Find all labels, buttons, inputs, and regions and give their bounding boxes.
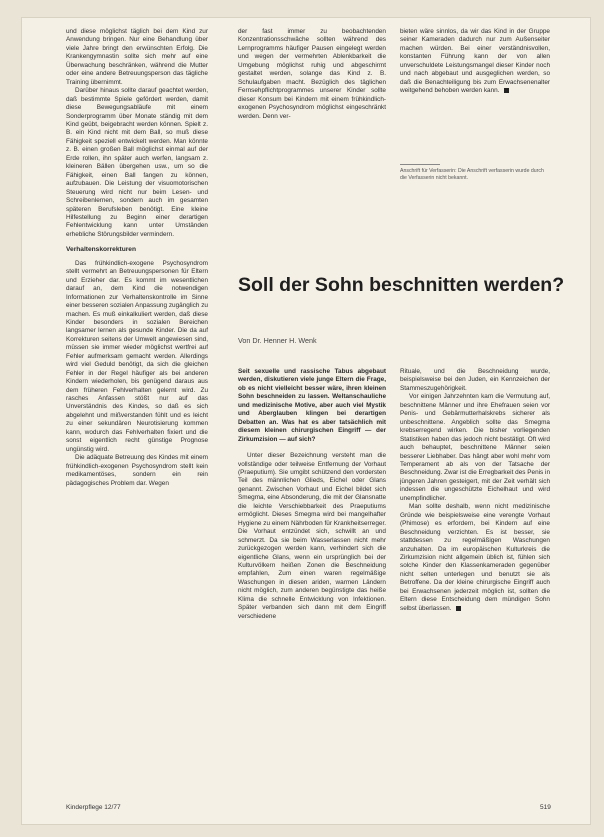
paragraph: der fast immer zu beobachtenden Konzentrationsschwäche sollten während des Lernprogramms häufiger Pausen eingelegt werden und wegen der vermehrten Ablenkbarkeit die Umgebung möglichst ruhig und abgeschirmt gestaltet werden, solange das Kind z. B. Schulaufgaben macht. Bezüglich des täglichen Fernsehpflichtprogrammes unserer Kinder sollte dieser Konsum bei Kindern mit einem frühkindlich-exogenen Psychosyndrom möglichst eingeschränkt werden. Denn ver- <box>238 28 386 120</box>
footnote-rule <box>400 164 440 165</box>
column-left <box>66 28 208 798</box>
magazine-page <box>22 18 590 824</box>
footnote: Anschrift für Verfasserin: Die Anschrift verfasserin wurde durch die Verfasserin nicht bekannt. <box>400 168 544 181</box>
paragraph: Das frühkindlich-exogene Psychosyndrom stellt vermehrt an Betreuungspersonen für Eltern und Erzieher dar. Es kommt im wesentlichen darauf an, dem Kind die notwendigen Informationen zur Verhaltenskontrolle im Sinne einer besseren sozialen Anpassung zugänglich zu machen. Es muß einkalkuliert werden, daß diese Kinder besonders in sozialen Bereichen langsamer lernen als gesunde Kinder. Die da auf Korrekturen seitens der Umwelt angewiesen sind, müssen sie immer wieder möglichst wertfrei auf Fehler aufmerksam gemacht werden. Allerdings wird viel Geduld benötigt, da sich die gleichen Fehler in der Regel häufiger als bei anderen Kindern wiederholen, bis genügend daraus aus dem früheren Fehlverhalten gelernt wird. Zu rasches Anfassen stößt nur auf das Unverständnis des Kindes, so daß es sich abgelehnt und mißverstanden fühlt und es leicht zu einer sekundären Neurotisierung kommen kann, wodurch das Fehlverhalten fixiert und die sonst eigentlich recht günstige Prognose ungünstig wird. <box>66 259 208 453</box>
paragraph: Rituale, und die Beschneidung wurde, beispielsweise bei den Juden, ein Kennzeichen der Stammeszugehörigkeit. <box>400 368 550 392</box>
article-lead: Seit sexuelle und rassische Tabus abgebaut werden, diskutieren viele junge Eltern die Frage, ob es nicht vielleicht besser wäre, ihren kleinen Sohn beschneiden zu lassen. Weltanschauliche und medizinische Motive, aber auch viel Mystik und Aberglauben klingen bei derartigen Debatten an. Was hat es aber tatsächlich mit diesem kleinen chirurgischen Eingriff — der Zirkumzision — auf sich? <box>238 368 386 443</box>
paragraph: Die adäquate Betreuung des Kindes mit einem frühkindlich-exogenen Psychosyndrom stellt kein medikamentöses, sondern ein rein pädagogisches Problem dar. Wegen <box>66 454 208 487</box>
paragraph <box>400 503 550 613</box>
paragraph-text: Man sollte deshalb, wenn nicht medizinische Gründe wie beispielsweise eine verengte Vorhaut (Phimose) es erfordern, bei Kindern auf eine Beschneidung verzichten. Es ist besser, sie stattdessen zu regelmäßigen Waschungen anzuhalten. Da im europäischen Kulturkreis die Zirkumzision nicht allgemein üblich ist, fühlen sich solche Kinder den Klassenkameraden gegenüber nicht selten unterlegen und benutzt sie als Betroffene. Da der kleine chirurgische Eingriff auch bei Erwachsenen jederzeit möglich ist, sollten die Eltern diese Entscheidung dem mündigen Sohn selbst überlassen. <box>400 503 550 612</box>
column-right-bottom <box>400 368 550 800</box>
page-number: 519 <box>540 804 551 811</box>
paragraph: Darüber hinaus sollte darauf geachtet werden, daß bestimmte Spiele gefördert werden, damit diese Bewegungsabläufe mit einem Sonderprogramm über Monate ständig mit dem Kind geübt, beigebracht werden können. Spielt z. B. ein Kind nicht mit dem Ball, so muß diese Fähigkeit speziell entwickelt werden. Man könnte z. B. einen großen Ball möglichst einmal auf der Erde rollen, ihn später auch werfen, langsam z. kleineren Bällen übergehen usw., um so die Fähigkeit, einen Ball fangen zu können, aufzubauen. Die Leistung der visuomotorischen Steuerung wird nicht nur beim Lesen- und Schreibenlernen, sondern auch im gesamten späteren Berufsleben benötigt. Eine kleine Hilfestellung zu Beginn einer derartigen Fehlentwicklung kann unter Umständen erhebliche Störungsbilder vermindern. <box>66 87 208 238</box>
paragraph: Unter dieser Bezeichnung versteht man die vollständige oder teilweise Entfernung der Vorhaut (Praeputium). Sie umgibt schützend den vordersten Teil des männlichen Glieds, Eichel oder Glans genannt. Zwischen Vorhaut und Eichel bildet sich Smegma, eine Absonderung, die mit der Glansnatte die leichte Verschiebbarkeit des Praeputiums ermöglicht. Dieses Smegma wird bei mangelhafter Hygiene zu einem Nährboden für Krankheitserreger. Die Vorhaut entzündet sich, schwillt an und schmerzt. Da sie beim Wasserlassen nicht mehr zurückgezogen werden kann, verhindert sich die eigentliche Glans, wenn ein ursprünglich bei der Kulturvölkern heißen Zonen die Beschneidung empfahlen, Zum einen waren regelmäßige Waschungen in diesen ariden, warmen Ländern nicht möglich, zum anderen begünstigte das heiße Klima die schnelle Entwicklung von Infektionen. Später verbanden sich dann mit dem Eingriff verschiedene <box>238 452 386 620</box>
paragraph: und diese möglichst täglich bei dem Kind zur Anwendung bringen. Nur eine Behandlung über viele Jahre bringt den erwünschten Erfolg. Die Krankengymnastin sollte sich mehr auf eine Überwachung beschränken, während die Mutter oder eine andere Betreuungsperson das tägliche Training übernimmt. <box>66 28 208 86</box>
paragraph: Vor einigen Jahrzehnten kam die Vermutung auf, beschnittene Männer und ihre Ehefrauen seien vor Penis- und Gebärmutterhalskrebs sicherer als unbeschnittene. Angeblich sollte das Smegma krebserregend wirken. Die bisher vorliegenden Statistiken haben das jedoch nicht bestätigt. Oft wird auch behauptet, beschnittene Männer seien besserer Liebhaber. Das hängt aber wohl mehr vom Temperament ab als von der Tatsache der Beschneidung. Zwar ist die Erregbarkeit des Penis in jüngeren Jahren gesteigert, mit der Zeit verhält sich indessen die ungeschützte Eichelhaut und wird unempfindlicher. <box>400 393 550 502</box>
page-footer-publication: Kinderpflege 12/77 <box>66 804 121 811</box>
column-middle-bottom <box>238 368 386 800</box>
column-middle-top <box>238 28 386 188</box>
column-right-top <box>400 28 550 168</box>
end-mark-icon <box>456 606 461 611</box>
article-author: Von Dr. Henner H. Wenk <box>238 336 317 345</box>
section-heading: Verhaltenskorrekturen <box>66 246 136 254</box>
end-mark-icon <box>504 88 509 93</box>
paragraph-text: bieten wäre sinnlos, da wir das Kind in der Gruppe seiner Kameraden dadurch nur zum Außenseiter machen würden. Bei einer verständnisvollen, konstanten Führung kann der von allen unverschuldete Leistungsmangel dieser Kinder noch und nach abgebaut und ausgeglichen werden, so daß die Benachteiligung bis zum Erwachsenenalter weitgehend behoben werden kann. <box>400 28 550 95</box>
article-title: Soll der Sohn beschnitten werden? <box>238 274 565 296</box>
paragraph <box>400 28 550 96</box>
